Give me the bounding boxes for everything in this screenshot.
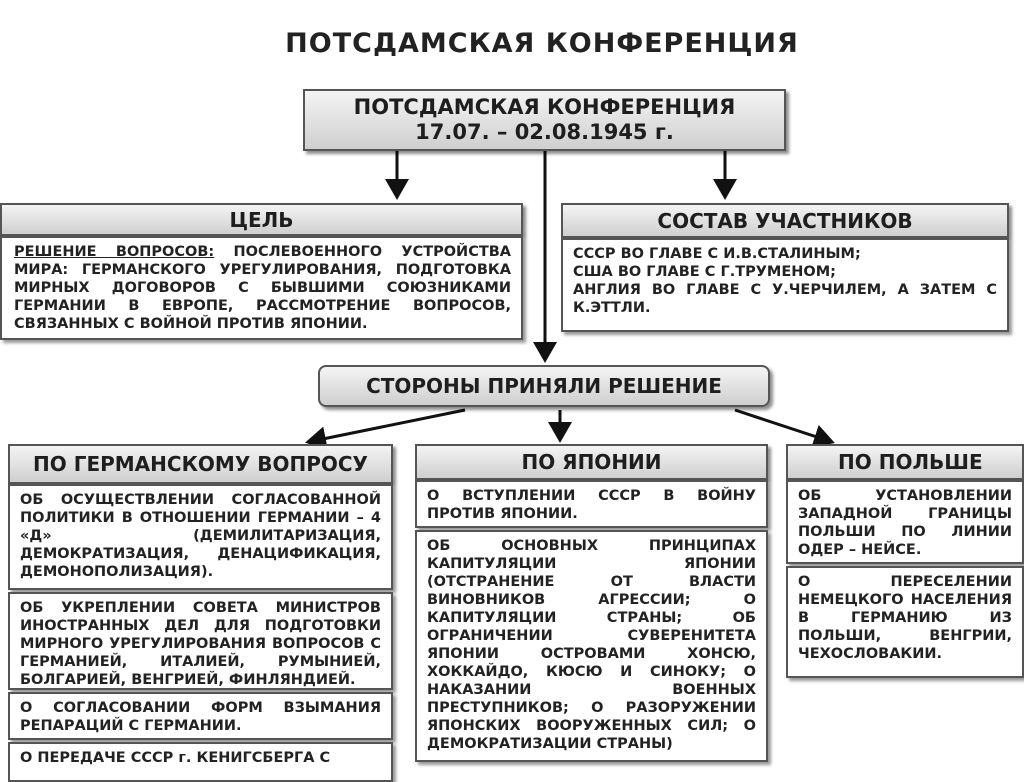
japan-item: ОБ ОСНОВНЫХ ПРИНЦИПАХ КАПИТУЛЯЦИИ ЯПОНИИ (ОТСТРАНЕНИЕ ОТ ВЛАСТИ ВИНОВНИКОВ АГРЕССИИ; О КАПИТУЛЯЦИИ СТРАНЫ; ОБ ОГРАНИЧЕНИИ СУВЕРЕНИТЕТА ЯПОНИИ ОСТРОВАМИ ХОНСЮ, ХОККАЙДО, КЮСЮ И СИНОКУ; О НАКАЗАНИИ ВОЕННЫХ ПРЕСТУПНИКОВ; О РАЗОРУЖЕНИИ ЯПОНСКИХ ВООРУЖЕННЫХ СИЛ; О ДЕМОКРАТИЗАЦИИ СТРАНЫ) xyxy=(415,530,768,762)
participant-usa: США ВО ГЛАВЕ С Г.ТРУМЕНОМ; xyxy=(573,264,836,280)
participant-ussr: СССР ВО ГЛАВЕ С И.В.СТАЛИНЫМ; xyxy=(573,246,861,262)
poland-item: ОБ УСТАНОВЛЕНИИ ЗАПАДНОЙ ГРАНИЦЫ ПОЛЬШИ ПО ЛИНИИ ОДЕР – НЕЙСЕ. xyxy=(786,480,1024,564)
germany-item: ОБ УКРЕПЛЕНИИ СОВЕТА МИНИСТРОВ ИНОСТРАННЫХ ДЕЛ ДЛЯ ПОДГОТОВКИ МИРНОГО УРЕГУЛИРОВАНИЯ ВОПРОСОВ С ГЕРМАНИЕЙ, ИТАЛИЕЙ, РУМЫНИЕЙ, БОЛГАРИЕЙ, ВЕНГРИЕЙ, ФИНЛЯНДИЕЙ. xyxy=(8,592,393,690)
decision-header: СТОРОНЫ ПРИНЯЛИ РЕШЕНИЕ xyxy=(318,365,770,407)
poland-item: О ПЕРЕСЕЛЕНИИ НЕМЕЦКОГО НАСЕЛЕНИЯ В ГЕРМАНИЮ ИЗ ПОЛЬШИ, ВЕНГРИИ, ЧЕХОСЛОВАКИИ. xyxy=(786,566,1024,678)
germany-item: О ПЕРЕДАЧЕ СССР г. КЕНИГСБЕРГА С xyxy=(8,742,393,782)
conference-box xyxy=(303,89,786,151)
japan-header: ПО ЯПОНИИ xyxy=(415,444,768,480)
participant-england: АНГЛИЯ ВО ГЛАВЕ С У.ЧЕРЧИЛЕМ, А ЗАТЕМ С К.ЭТТЛИ. xyxy=(573,282,997,316)
participants-box xyxy=(561,238,1009,332)
conference-dates: 17.07. – 02.08.1945 г. xyxy=(415,120,674,144)
participants-header: СОСТАВ УЧАСТНИКОВ xyxy=(561,203,1009,238)
arrow-to-poland xyxy=(735,410,832,442)
goal-header: ЦЕЛЬ xyxy=(0,203,523,236)
germany-item: О СОГЛАСОВАНИИ ФОРМ ВЗЫМАНИЯ РЕПАРАЦИЙ С ГЕРМАНИИ. xyxy=(8,692,393,740)
page-title: ПОТСДАМСКАЯ КОНФЕРЕНЦИЯ xyxy=(285,28,799,59)
japan-item: О ВСТУПЛЕНИИ СССР В ВОЙНУ ПРОТИВ ЯПОНИИ. xyxy=(415,480,768,528)
conference-title: ПОТСДАМСКАЯ КОНФЕРЕНЦИЯ xyxy=(353,95,736,119)
germany-header: ПО ГЕРМАНСКОМУ ВОПРОСУ xyxy=(8,444,393,484)
goal-lead: РЕШЕНИЕ ВОПРОСОВ: xyxy=(14,244,215,260)
germany-item: ОБ ОСУЩЕСТВЛЕНИИ СОГЛАСОВАННОЙ ПОЛИТИКИ В ОТНОШЕНИИ ГЕРМАНИИ – 4 «Д» (ДЕМИЛИТАРИЗАЦИЯ, ДЕМОКРАТИЗАЦИЯ, ДЕНАЦИФИКАЦИЯ, ДЕМОНОПОЛИЗАЦИЯ). xyxy=(8,484,393,590)
arrow-to-germany xyxy=(308,410,465,442)
goal-text: ПОСЛЕВОЕННОГО УСТРОЙСТВА МИРА: ГЕРМАНСКОГО УРЕГУЛИРОВАНИЯ, ПОДГОТОВКА МИРНЫХ ДОГОВОРОВ С БЫВШИМИ СОЮЗНИКАМИ ГЕРМАНИИ В ЕВРОПЕ, РАССМОТРЕНИЕ ВОПРОСОВ, СВЯЗАННЫХ С ВОЙНОЙ ПРОТИВ ЯПОНИИ. xyxy=(14,244,511,332)
poland-header: ПО ПОЛЬШЕ xyxy=(786,444,1024,480)
goal-box xyxy=(0,236,523,340)
